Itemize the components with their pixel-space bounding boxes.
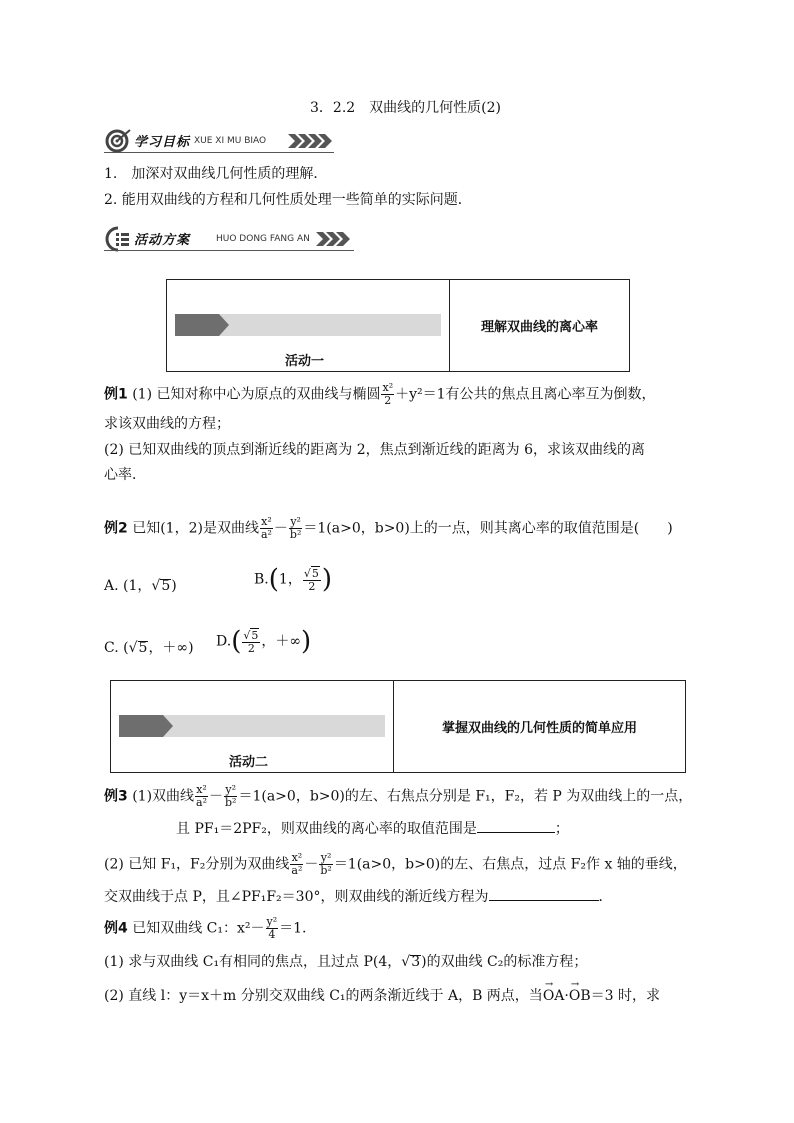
section-pinyin: XUE XI MU BIAO [194, 136, 267, 146]
example-3-line-2: 且 PF₁＝2PF₂，则双曲线的离心率的取值范围是 ； [176, 818, 569, 839]
section-label: 学习目标 [134, 135, 191, 150]
progress-bar-arrow [219, 314, 229, 336]
progress-bar-fill [119, 715, 163, 737]
fraction: $\frac{\text{y²}}{\text{b²}}$ [320, 851, 332, 877]
example-tag: 例1 [104, 386, 128, 403]
target-icon [104, 128, 132, 154]
section-pinyin: HUO DONG FANG AN [216, 234, 310, 244]
activity-goal: 掌握双曲线的几何性质的简单应用 [441, 721, 637, 736]
progress-bar-fill [175, 314, 219, 336]
activity-goal: 理解双曲线的离心率 [480, 320, 598, 335]
example-tag: 例3 [104, 788, 128, 805]
section-underline [104, 250, 354, 251]
activity-box-1 [166, 279, 630, 372]
page-title: 3．2.2 双曲线的几何性质(2) [310, 100, 502, 116]
option-d: D.( $\frac{√5}{2}$ ，＋∞) [216, 626, 312, 657]
example-4-line-2: (1) 求与双曲线 C₁有相同的焦点，且过点 P(4，√3)的双曲线 C₂的标准方程； [104, 954, 588, 970]
example-3-line-1: 例3 (1)双曲线 $\frac{\text{x²}}{\text{a²}}$ － $\frac{\text{y²}}{\text{b²}}$ ＝1(a>0，b>0)的左、右焦点分别是 F₁，F₂，若 P 为双曲线上的一点， [104, 783, 693, 809]
ex2-text: 已知(1，2)是双曲线 [132, 520, 259, 537]
vector-oa: → OA [543, 986, 565, 1006]
goal-item-2: 2. 能用双曲线的方程和几何性质处理一些简单的实际问题． [104, 192, 472, 208]
example-2-line-1 [104, 516, 673, 541]
activity-label: 活动一 [285, 354, 325, 369]
example-1-line-3: (2) 已知双曲线的顶点到渐近线的距离为 2，焦点到渐近线的距离为 6，求该双曲线的离 [104, 442, 645, 458]
section-header-activity-plan [104, 226, 364, 252]
example-tag: 例4 [104, 920, 128, 937]
example-1-line-2: 求该双曲线的方程； [104, 416, 230, 432]
answer-blank[interactable] [489, 886, 599, 901]
section-label: 活动方案 [134, 233, 191, 248]
list-icon [104, 226, 132, 252]
activity-label: 活动二 [229, 755, 269, 770]
option-c: C. (√5，＋∞) [104, 640, 194, 656]
chevrons-icon [288, 134, 338, 148]
fraction: $\frac{\text{y²}}{\text{b²}}$ [225, 783, 237, 809]
fraction: $\frac{\text{y²}}{4}$ [266, 915, 278, 941]
option-a: A. (1，√5) [104, 578, 177, 594]
goal-item-1: 1. 加深对双曲线几何性质的理解． [104, 166, 328, 182]
option-b: B.(1， $\frac{√5}{2}$ ) [254, 564, 332, 595]
fraction: $\frac{\text{x²}}{2}$ [382, 381, 394, 407]
example-tag: 例2 [104, 520, 128, 537]
fraction: $\frac{\text{x²}}{\text{a²}}$ [196, 783, 208, 809]
progress-bar-arrow [163, 715, 173, 737]
minus-sign: － [273, 520, 288, 537]
example-1-line-4: 心率． [104, 467, 146, 483]
ex2-text: ＝1(a>0，b>0)上的一点，则其离心率的取值范围是( ) [303, 520, 673, 537]
example-4-line-3: (2) 直线 l：y＝x＋m 分别交双曲线 C₁的两条渐近线于 A，B 两点，当→ OA·→ OB＝3 时，求 [104, 986, 660, 1006]
ex1-text: ＋y²＝1有公共的焦点且离心率互为倒数， [395, 386, 656, 403]
example-3-line-4: 交双曲线于点 P，且∠PF₁F₂＝30°，则双曲线的渐近线方程为 ． [104, 886, 613, 907]
vector-ob: → OB [569, 986, 591, 1006]
answer-blank[interactable] [477, 818, 555, 833]
fraction: $\frac{\text{x²}}{\text{a²}}$ [260, 515, 272, 541]
section-underline [104, 152, 334, 153]
activity-box-2 [110, 680, 686, 773]
ex1-text: (1) 已知对称中心为原点的双曲线与椭圆 [132, 386, 381, 403]
chevrons-icon [316, 232, 360, 246]
section-header-learning-goals [104, 128, 354, 154]
fraction: $\frac{\text{y²}}{\text{b²}}$ [289, 515, 302, 541]
example-1-line-1 [104, 382, 656, 407]
fraction: $\frac{\text{x²}}{\text{a²}}$ [291, 851, 303, 877]
example-3-line-3: (2) 已知 F₁，F₂分别为双曲线 $\frac{\text{x²}}{\text{a²}}$ － $\frac{\text{y²}}{\text{b²}}$ ＝1(a>0，b>0)的左、右焦点，过点 F₂作 x 轴的垂线， [104, 851, 687, 877]
example-4-line-1: 例4 已知双曲线 C₁：x²－ $\frac{\text{y²}}{4}$ ＝1. [104, 915, 307, 941]
